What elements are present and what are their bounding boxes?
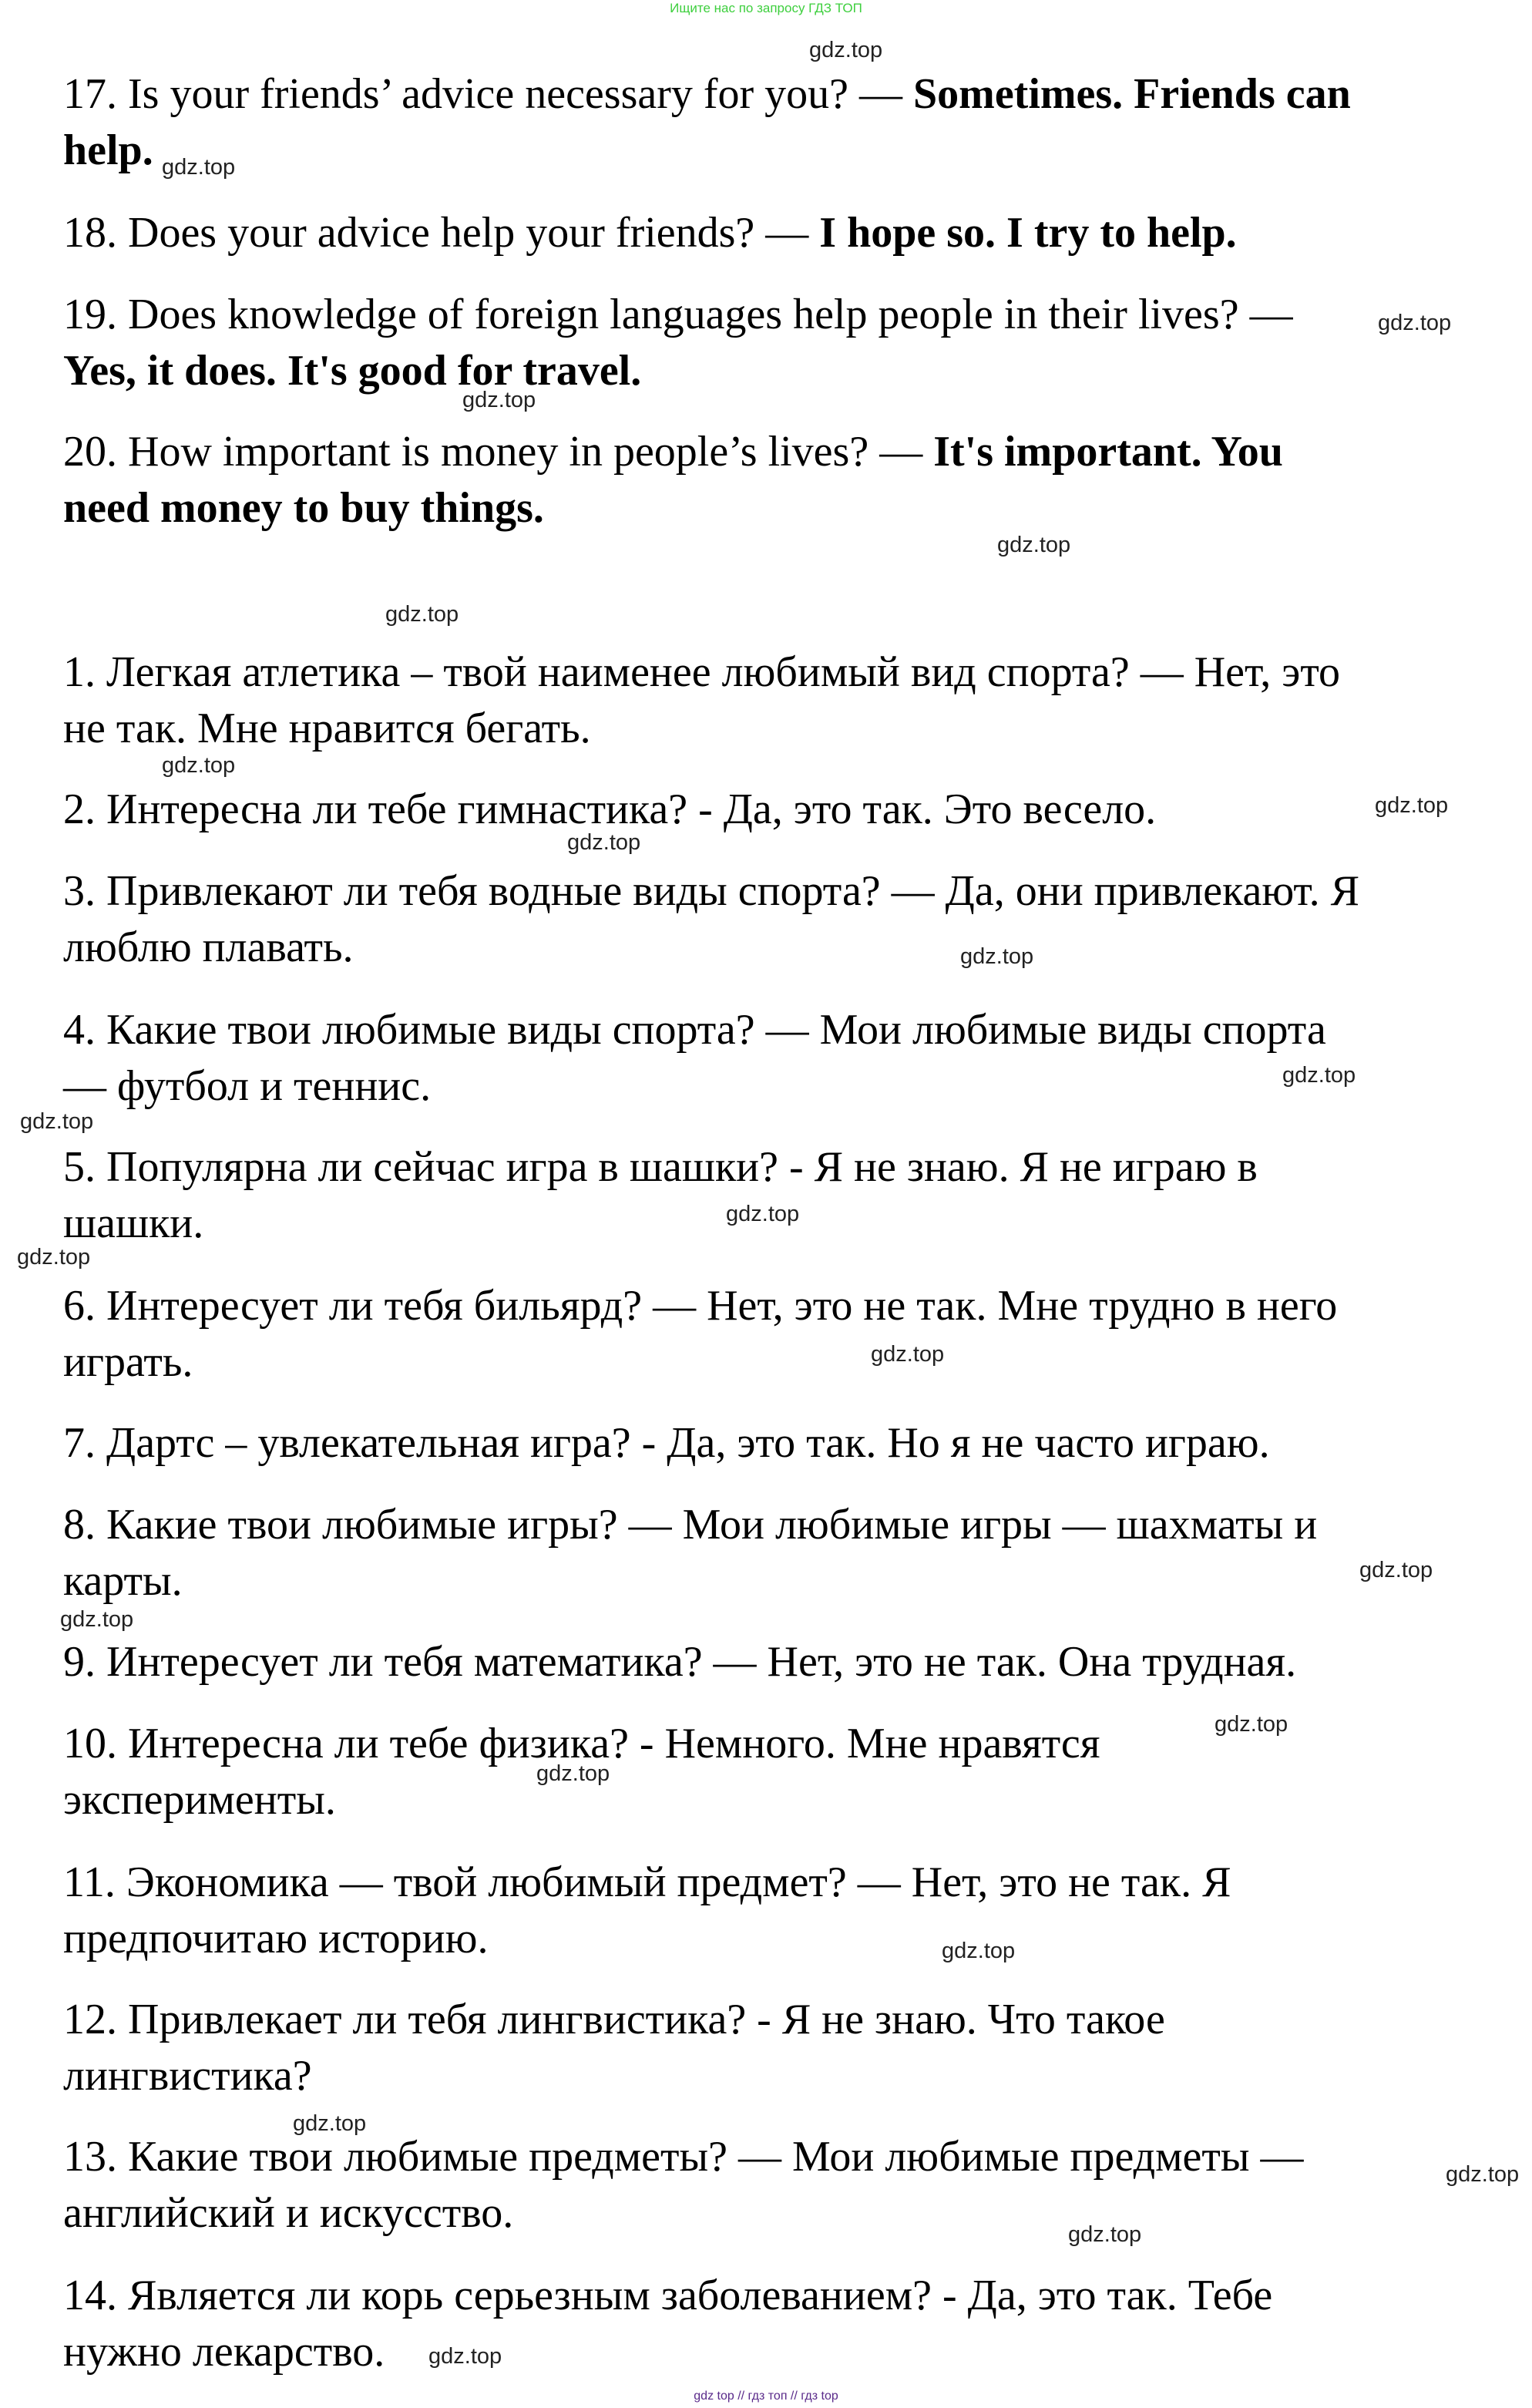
watermark: gdz.top [20,1109,94,1134]
watermark: gdz.top [942,1939,1016,1963]
watermark: gdz.top [871,1342,945,1367]
question-text: играть. [63,1338,193,1386]
text-line [63,1497,1317,1553]
question-text: 5. Популярна ли сейчас игра в шашки? - Я не знаю. Я не играю в [63,1143,1258,1191]
text-line [63,2129,1303,2185]
text-line [63,2185,513,2242]
question-text: 2. Интересна ли тебе гимнастика? - Да, это так. Это весело. [63,785,1157,833]
text-line [63,1415,1270,1471]
text-line [63,1058,431,1115]
text-line [63,920,354,976]
watermark: gdz.top [162,155,236,180]
text-line [63,1139,1258,1196]
watermark: gdz.top [960,944,1034,969]
watermark: gdz.top [462,388,536,412]
answer-text: Sometimes. Friends can [913,70,1351,118]
text-line [63,644,1340,701]
watermark: gdz.top [809,38,883,62]
watermark: gdz.top [17,1245,91,1270]
answer-text: need money to buy things. [63,484,544,532]
text-line [63,1992,1165,2048]
question-text: 3. Привлекают ли тебя водные виды спорта? — Да, они привлекают. Я [63,867,1360,915]
watermark: gdz.top [162,753,236,778]
watermark: gdz.top [293,2111,367,2136]
watermark: gdz.top [1446,2162,1520,2187]
question-text: 10. Интересна ли тебе физика? - Немного. Мне нравятся [63,1720,1100,1767]
question-text: 19. Does knowledge of foreign languages help people in their lives? — [63,291,1293,338]
question-text: английский и искусство. [63,2189,514,2237]
text-line [63,1002,1326,1058]
question-text: шашки. [63,1199,204,1247]
text-line [63,66,1351,123]
text-line [63,1855,1231,1911]
watermark: gdz.top [1359,1558,1433,1582]
text-line [63,480,544,536]
question-text: 13. Какие твои любимые предметы? — Мои любимые предметы — [63,2133,1304,2181]
text-line [63,1278,1337,1334]
search-banner: Ищите нас по запросу ГДЗ ТОП [670,1,862,15]
question-text: 18. Does your advice help your friends? — [63,209,820,257]
text-line [63,701,591,757]
question-text: 17. Is your friends’ advice necessary for you? — [63,70,914,118]
text-line [63,343,641,399]
question-text: 8. Какие твои любимые игры? — Мои любимые игры — шахматы и [63,1501,1318,1549]
watermark: gdz.top [385,602,459,627]
question-text: 4. Какие твои любимые виды спорта? — Мои любимые виды спорта [63,1006,1326,1054]
watermark: gdz.top [428,2344,502,2369]
question-text: 9. Интересует ли тебя математика? — Нет, это не так. Она трудная. [63,1638,1297,1686]
watermark: gdz.top [567,830,641,855]
question-text: 11. Экономика — твой любимый предмет? — Нет, это не так. Я [63,1858,1231,1906]
question-text: люблю плавать. [63,923,354,971]
text-line [63,863,1359,920]
text-line [63,123,153,179]
question-text: не так. Мне нравится бегать. [63,705,591,752]
watermark: gdz.top [1215,1712,1288,1737]
text-line [63,205,1237,261]
question-text: карты. [63,1557,183,1605]
answer-text: It's important. You [933,428,1283,476]
question-text: 6. Интересует ли тебя бильярд? — Нет, это не так. Мне трудно в него [63,1282,1338,1330]
watermark: gdz.top [726,1202,800,1226]
answer-text: I hope so. I try to help. [819,209,1237,257]
watermark: gdz.top [1378,311,1452,335]
text-line [63,1911,488,1967]
question-text: нужно лекарство. [63,2328,385,2376]
question-text: — футбол и теннис. [63,1062,432,1110]
question-text: предпочитаю историю. [63,1915,489,1962]
text-line [63,287,1293,343]
question-text: 12. Привлекает ли тебя лингвистика? - Я не знаю. Что такое [63,1996,1165,2043]
footer-links: gdz top // гдз топ // гдз top [694,2390,838,2403]
question-text: лингвистика? [63,2052,312,2100]
watermark: gdz.top [536,1761,610,1786]
text-line [63,1334,193,1391]
question-text: 1. Легкая атлетика – твой наименее любимый вид спорта? — Нет, это [63,648,1341,696]
question-text: эксперименты. [63,1776,336,1824]
text-line [63,2048,312,2104]
watermark: gdz.top [1282,1063,1356,1088]
text-line [63,1553,183,1609]
answer-text: help. [63,126,153,174]
question-text: 14. Является ли корь серьезным заболеванием? - Да, это так. Тебе [63,2272,1273,2319]
watermark: gdz.top [60,1607,134,1632]
text-line [63,1772,336,1828]
text-line [63,1634,1296,1690]
text-line [63,2324,385,2380]
answer-text: Yes, it does. It's good for travel. [63,347,642,395]
watermark: gdz.top [1068,2222,1142,2247]
text-line [63,2268,1272,2324]
question-text: 20. How important is money in people’s lives? — [63,428,934,476]
watermark: gdz.top [1375,793,1449,818]
question-text: 7. Дартс – увлекательная игра? - Да, это так. Но я не часто играю. [63,1419,1270,1467]
text-line [63,424,1283,480]
watermark: gdz.top [997,533,1071,557]
